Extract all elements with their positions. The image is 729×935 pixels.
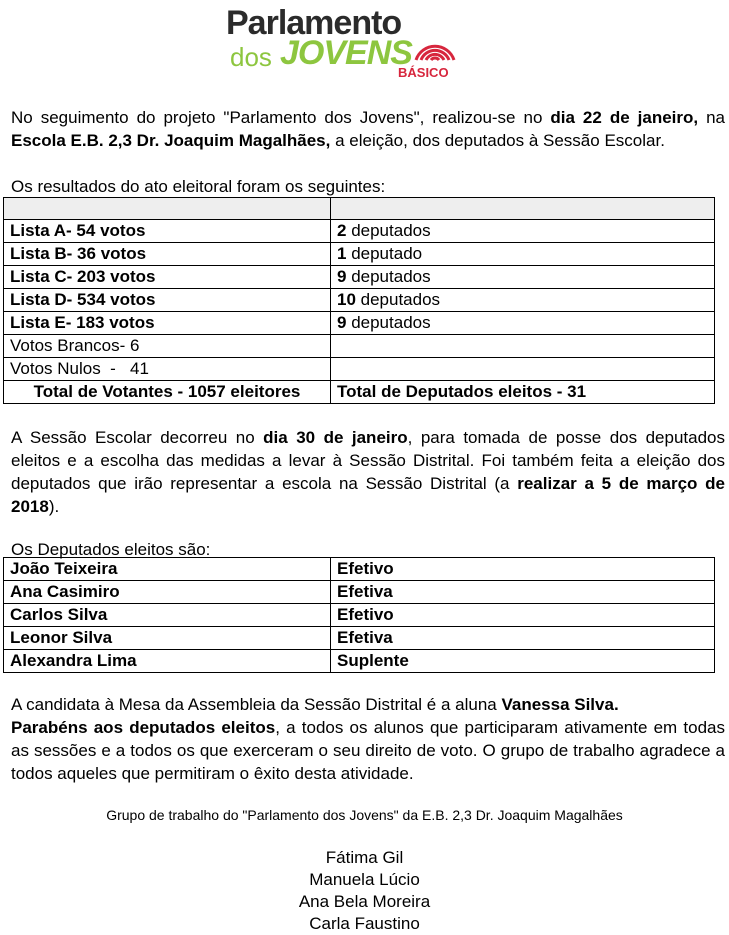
signature-name: Fátima Gil bbox=[325, 848, 404, 867]
deputados-table bbox=[3, 557, 715, 673]
table-row: João Teixeira Efetivo bbox=[4, 558, 715, 581]
table-row: Ana Casimiro Efetiva bbox=[4, 581, 715, 604]
logo-jovens: JOVENS bbox=[280, 34, 412, 72]
table-row bbox=[4, 358, 715, 381]
deputados-intro: Os Deputados eleitos são: bbox=[11, 540, 211, 559]
logo-dos: dos bbox=[230, 42, 272, 72]
logo-title: Parlamento bbox=[226, 4, 402, 42]
results-header-row bbox=[4, 198, 715, 220]
table-row: Lista E- 183 votos 9 deputados bbox=[4, 312, 715, 335]
votos-nulos: Votos Nulos - 41 bbox=[4, 358, 331, 381]
total-votantes: Total de Votantes - 1057 eleitores bbox=[4, 381, 331, 404]
group-caption: Grupo de trabalho do "Parlamento dos Jovens" da E.B. 2,3 Dr. Joaquim Magalhães bbox=[106, 807, 623, 823]
sessao-paragraph: A Sessão Escolar decorreu no dia 30 de janeiro, para tomada de posse dos deputados eleitos e a escolha das medidas a levar à Sessão Distrital. Foi também feita a eleição dos deputados que irão representar a escola na Sessão Distrital (a realizar a 5 de março de 2018). bbox=[11, 428, 725, 516]
table-row: Lista B- 36 votos 1 deputado bbox=[4, 243, 715, 266]
intro-paragraph: No seguimento do projeto "Parlamento dos Jovens", realizou-se no dia 22 de janeiro, na Escola E.B. 2,3 Dr. Joaquim Magalhães, a eleição, dos deputados à Sessão Escolar. bbox=[11, 108, 725, 150]
signature-name: Carla Faustino bbox=[309, 914, 420, 933]
table-row: Leonor Silva Efetiva bbox=[4, 627, 715, 650]
results-intro: Os resultados do ato eleitoral foram os seguintes: bbox=[11, 177, 386, 196]
closing-paragraph: A candidata à Mesa da Assembleia da Sessão Distrital é a aluna Vanessa Silva. Parabéns aos deputados eleitos, a todos os alunos que participaram ativamente em todas as sessões e a todos os que exerceram o seu direito de voto. O grupo de trabalho agradece a todos aqueles que permitiram o êxito desta atividade. bbox=[11, 695, 725, 783]
table-row bbox=[4, 335, 715, 358]
logo-basico: BÁSICO bbox=[398, 65, 449, 80]
total-deputados: Total de Deputados eleitos - 31 bbox=[331, 381, 715, 404]
table-row: Carlos Silva Efetivo bbox=[4, 604, 715, 627]
table-row: Lista C- 203 votos 9 deputados bbox=[4, 266, 715, 289]
table-row: Lista D- 534 votos 10 deputados bbox=[4, 289, 715, 312]
votos-brancos: Votos Brancos- 6 bbox=[4, 335, 331, 358]
signature-name: Ana Bela Moreira bbox=[298, 892, 431, 911]
totals-row bbox=[4, 381, 715, 404]
signature-name: Manuela Lúcio bbox=[309, 870, 420, 889]
table-row: Lista A- 54 votos 2 deputados bbox=[4, 220, 715, 243]
table-row: Alexandra Lima Suplente bbox=[4, 650, 715, 673]
parlamento-jovens-logo bbox=[226, 6, 461, 80]
parliament-arcs-icon bbox=[412, 20, 458, 64]
results-table bbox=[3, 197, 715, 404]
